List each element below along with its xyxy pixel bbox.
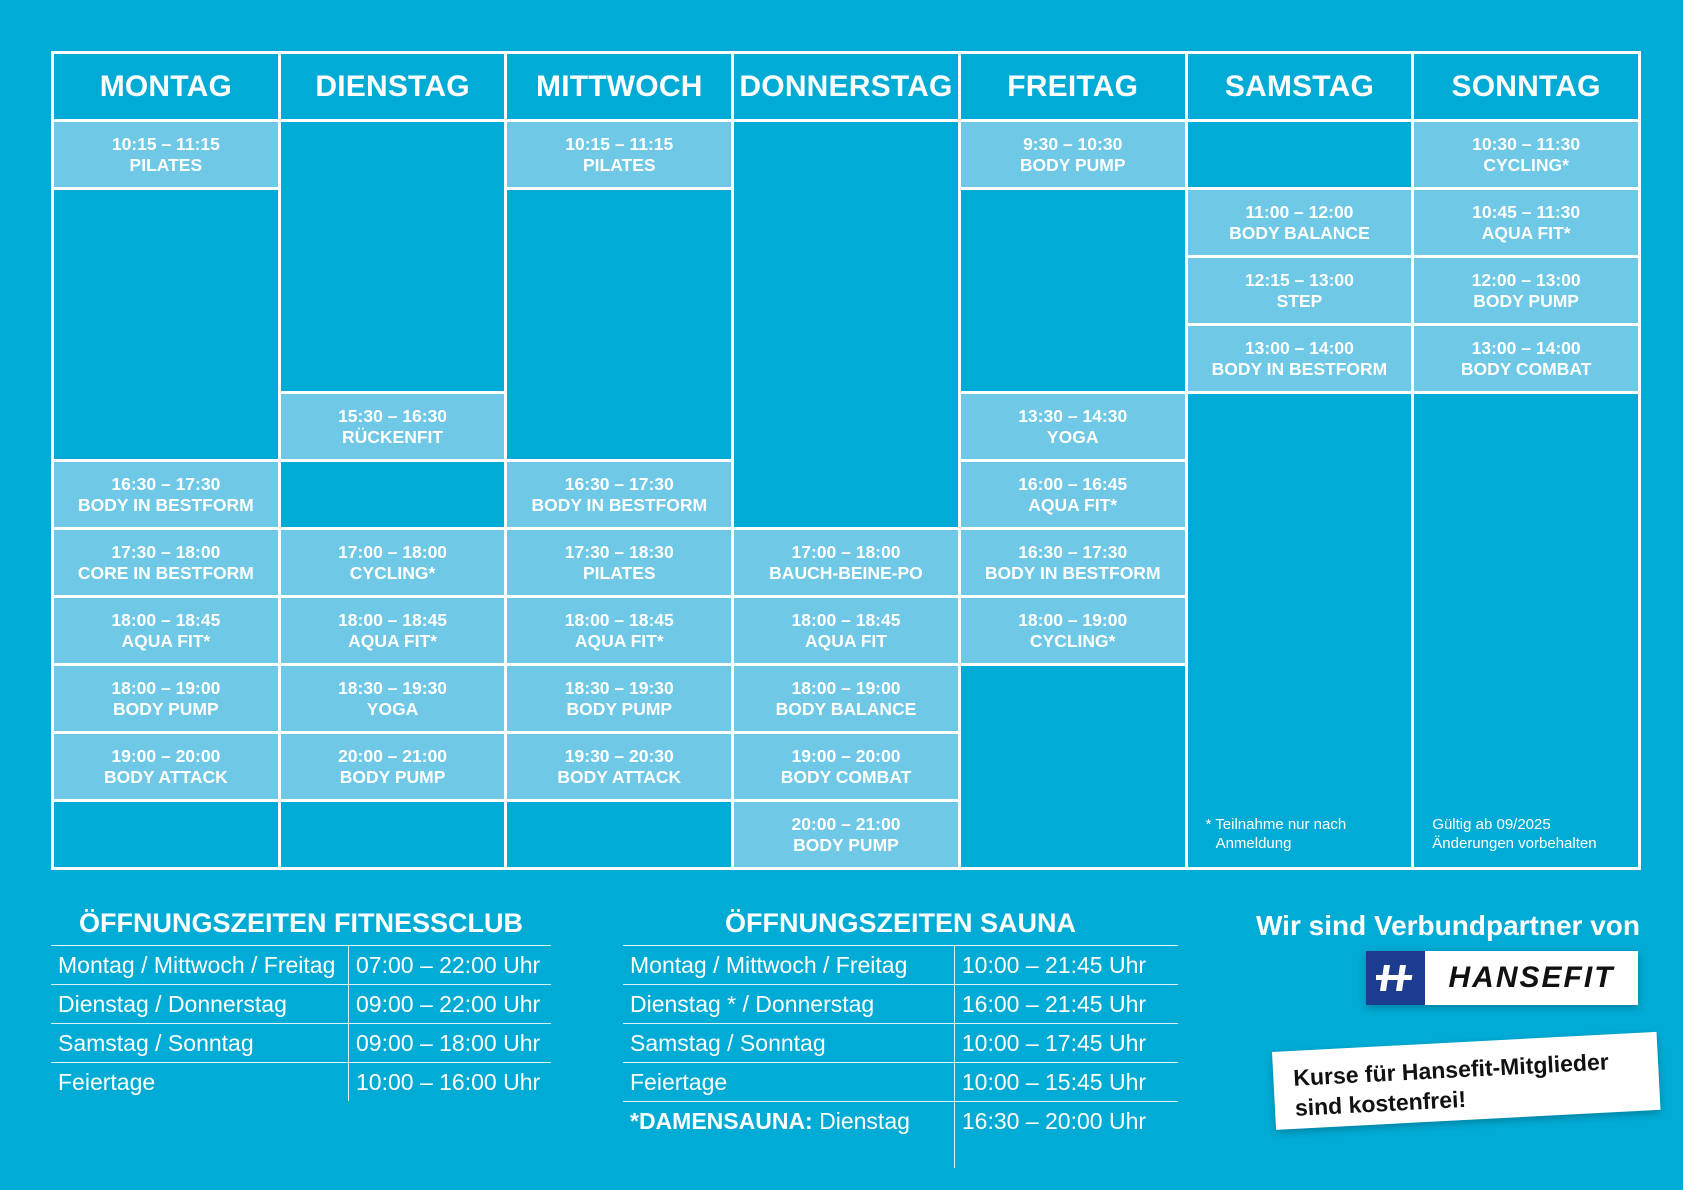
class-name: CYCLING* — [349, 562, 436, 583]
class-slot — [734, 666, 961, 734]
class-slot — [507, 734, 734, 802]
empty-slot — [961, 190, 1188, 394]
hours-days: Dienstag * / Donnerstag — [623, 985, 954, 1024]
table-row — [623, 1063, 1178, 1102]
hours-days: Montag / Mittwoch / Freitag — [51, 946, 349, 985]
class-name: RÜCKENFIT — [342, 426, 444, 447]
class-name: CYCLING* — [1483, 154, 1569, 175]
class-slot — [54, 598, 281, 666]
hours-days: Montag / Mittwoch / Freitag — [623, 946, 954, 985]
class-name: CYCLING* — [1029, 630, 1116, 651]
class-slot — [961, 598, 1188, 666]
class-name: BODY IN BESTFORM — [984, 562, 1161, 583]
class-slot — [734, 734, 961, 802]
class-name: YOGA — [1046, 426, 1099, 447]
class-slot — [281, 530, 508, 598]
class-name: PILATES — [582, 562, 656, 583]
class-time: 16:30 – 17:30 — [564, 473, 674, 494]
ladies-sauna-label: *DAMENSAUNA: — [630, 1108, 813, 1134]
table-row — [51, 1063, 551, 1102]
class-name: AQUA FIT* — [1481, 222, 1571, 243]
class-time: 9:30 – 10:30 — [1023, 133, 1123, 154]
class-time: 18:00 – 18:45 — [111, 609, 221, 630]
class-time: 16:00 – 16:45 — [1018, 473, 1128, 494]
course-schedule-grid — [51, 51, 1641, 870]
class-name: AQUA FIT — [805, 630, 887, 651]
day-header-monday: MONTAG — [54, 54, 281, 122]
class-name: BODY BALANCE — [775, 698, 917, 719]
sauna-hours-table — [623, 945, 1178, 1168]
day-header-wednesday: MITTWOCH — [507, 54, 734, 122]
class-slot — [507, 598, 734, 666]
class-slot — [54, 122, 281, 190]
hours-days: Feiertage — [51, 1063, 349, 1102]
hours-time: 10:00 – 17:45 Uhr — [954, 1024, 1178, 1063]
class-time: 18:30 – 19:30 — [564, 677, 674, 698]
class-slot — [961, 462, 1188, 530]
class-name: BODY COMBAT — [1460, 358, 1592, 379]
validity-note — [1432, 815, 1596, 853]
class-name: BAUCH-BEINE-PO — [769, 562, 923, 583]
class-name: BODY IN BESTFORM — [1211, 358, 1388, 379]
promo-line: sind kostenfrei! — [1294, 1085, 1467, 1121]
class-time: 18:00 – 18:45 — [791, 609, 901, 630]
table-row — [623, 1102, 1178, 1169]
empty-slot — [1188, 122, 1415, 190]
hours-days: Samstag / Sonntag — [623, 1024, 954, 1063]
class-time: 10:30 – 11:30 — [1472, 133, 1581, 154]
hours-days: Feiertage — [623, 1063, 954, 1102]
class-time: 19:00 – 20:00 — [111, 745, 221, 766]
class-slot — [1414, 190, 1641, 258]
note-line: * Teilnahme nur nach — [1205, 816, 1347, 833]
class-time: 15:30 – 16:30 — [338, 405, 448, 426]
class-time: 10:15 – 11:15 — [111, 133, 220, 154]
day-header-sunday: SONNTAG — [1414, 54, 1641, 122]
fitness-hours-title: ÖFFNUNGSZEITEN FITNESSCLUB — [79, 908, 523, 938]
hansefit-logo-text: HANSEFIT — [1448, 961, 1615, 994]
class-slot — [281, 734, 508, 802]
class-slot — [961, 122, 1188, 190]
empty-slot — [734, 122, 961, 530]
class-name: AQUA FIT* — [574, 630, 664, 651]
class-time: 17:00 – 18:00 — [338, 541, 448, 562]
hours-time: 16:00 – 21:45 Uhr — [954, 985, 1178, 1024]
day-header-thursday: DONNERSTAG — [734, 54, 961, 122]
table-row — [51, 1024, 551, 1063]
class-slot — [1188, 326, 1415, 394]
validity-note-cell — [1414, 394, 1641, 870]
class-name: PILATES — [582, 154, 656, 175]
class-time: 20:00 – 21:00 — [791, 813, 901, 834]
class-slot — [281, 598, 508, 666]
class-name: BODY PUMP — [339, 766, 446, 787]
day-header-friday: FREITAG — [961, 54, 1188, 122]
class-name: BODY PUMP — [1473, 290, 1579, 311]
class-name: CORE IN BESTFORM — [77, 562, 254, 583]
class-slot — [507, 530, 734, 598]
hansefit-mark-icon — [1366, 951, 1425, 1005]
class-time: 10:45 – 11:30 — [1472, 201, 1581, 222]
hours-time: 10:00 – 15:45 Uhr — [954, 1063, 1178, 1102]
ladies-sauna-day: Dienstag — [819, 1108, 910, 1134]
class-name: BODY COMBAT — [780, 766, 912, 787]
hours-time: 10:00 – 21:45 Uhr — [954, 946, 1178, 985]
class-time: 18:30 – 19:30 — [338, 677, 448, 698]
class-time: 12:15 – 13:00 — [1244, 269, 1354, 290]
class-name: BODY PUMP — [566, 698, 673, 719]
class-slot — [1188, 258, 1415, 326]
class-time: 11:00 – 12:00 — [1245, 201, 1354, 222]
class-name: BODY PUMP — [1019, 154, 1126, 175]
table-row — [623, 946, 1178, 985]
empty-slot — [281, 462, 508, 530]
class-time: 13:00 – 14:00 — [1471, 337, 1581, 358]
class-slot — [1414, 258, 1641, 326]
class-slot — [961, 530, 1188, 598]
class-slot — [507, 666, 734, 734]
class-slot — [54, 530, 281, 598]
hours-time: 10:00 – 16:00 Uhr — [349, 1063, 551, 1102]
class-slot — [507, 462, 734, 530]
class-time: 10:15 – 11:15 — [565, 133, 674, 154]
hours-time: 16:30 – 20:00 Uhr — [954, 1102, 1178, 1169]
registration-note-cell — [1188, 394, 1415, 870]
day-header-saturday: SAMSTAG — [1188, 54, 1415, 122]
class-name: BODY PUMP — [793, 834, 899, 855]
class-time: 12:00 – 13:00 — [1471, 269, 1581, 290]
class-name: AQUA FIT* — [1028, 494, 1118, 515]
class-time: 19:30 – 20:30 — [564, 745, 674, 766]
class-time: 17:30 – 18:00 — [111, 541, 221, 562]
class-slot — [54, 734, 281, 802]
hours-days: Dienstag / Donnerstag — [51, 985, 349, 1024]
class-slot — [507, 122, 734, 190]
table-row — [623, 985, 1178, 1024]
class-slot — [1188, 190, 1415, 258]
class-time: 13:00 – 14:00 — [1244, 337, 1354, 358]
day-header-tuesday: DIENSTAG — [281, 54, 508, 122]
class-time: 20:00 – 21:00 — [338, 745, 448, 766]
class-time: 13:30 – 14:30 — [1018, 405, 1128, 426]
class-slot — [281, 666, 508, 734]
class-name: BODY BALANCE — [1229, 222, 1370, 243]
empty-slot — [54, 190, 281, 462]
partner-heading: Wir sind Verbundpartner von — [1255, 910, 1640, 941]
empty-slot — [961, 666, 1188, 870]
ladies-sauna-days — [623, 1102, 954, 1169]
class-slot — [734, 530, 961, 598]
class-name: BODY ATTACK — [103, 766, 228, 787]
class-time: 19:00 – 20:00 — [791, 745, 901, 766]
class-slot — [54, 462, 281, 530]
class-time: 16:30 – 17:30 — [1018, 541, 1128, 562]
table-row — [623, 1024, 1178, 1063]
empty-slot — [281, 122, 508, 394]
empty-slot — [507, 190, 734, 462]
sauna-hours-title: ÖFFNUNGSZEITEN SAUNA — [725, 908, 1076, 938]
class-slot — [961, 394, 1188, 462]
promo-line: Kurse für Hansefit-Mitglieder — [1292, 1048, 1610, 1091]
hours-days: Samstag / Sonntag — [51, 1024, 349, 1063]
class-time: 16:30 – 17:30 — [111, 473, 221, 494]
class-time: 18:00 – 18:45 — [338, 609, 448, 630]
hansefit-logo — [1366, 951, 1638, 1005]
class-slot — [734, 598, 961, 666]
promo-banner — [1272, 1032, 1661, 1130]
class-name: AQUA FIT* — [121, 630, 211, 651]
fitness-hours-table — [51, 945, 551, 1101]
class-time: 17:30 – 18:30 — [564, 541, 674, 562]
class-slot — [1414, 326, 1641, 394]
class-name: BODY IN BESTFORM — [531, 494, 708, 515]
note-line: Gültig ab 09/2025 — [1432, 816, 1551, 833]
class-name: STEP — [1276, 290, 1323, 311]
class-name: BODY ATTACK — [557, 766, 682, 787]
class-slot — [54, 666, 281, 734]
class-name: BODY PUMP — [113, 698, 219, 719]
note-line: Änderungen vorbehalten — [1432, 835, 1597, 852]
hours-time: 09:00 – 18:00 Uhr — [349, 1024, 551, 1063]
class-time: 18:00 – 19:00 — [111, 677, 221, 698]
table-row — [51, 946, 551, 985]
class-slot — [1414, 122, 1641, 190]
class-slot — [281, 394, 508, 462]
note-line: Anmeldung — [1215, 835, 1292, 852]
class-time: 17:00 – 18:00 — [791, 541, 901, 562]
class-name: YOGA — [366, 698, 419, 719]
class-name: BODY IN BESTFORM — [78, 494, 254, 515]
table-row — [51, 985, 551, 1024]
empty-slot — [281, 802, 508, 870]
class-time: 18:00 – 19:00 — [1018, 609, 1128, 630]
class-slot — [734, 802, 961, 870]
hours-time: 09:00 – 22:00 Uhr — [349, 985, 551, 1024]
class-time: 18:00 – 19:00 — [791, 677, 901, 698]
empty-slot — [507, 802, 734, 870]
empty-slot — [54, 802, 281, 870]
class-name: PILATES — [129, 154, 203, 175]
class-time: 18:00 – 18:45 — [564, 609, 674, 630]
hours-time: 07:00 – 22:00 Uhr — [349, 946, 551, 985]
class-name: AQUA FIT* — [348, 630, 437, 651]
registration-note — [1206, 815, 1347, 853]
